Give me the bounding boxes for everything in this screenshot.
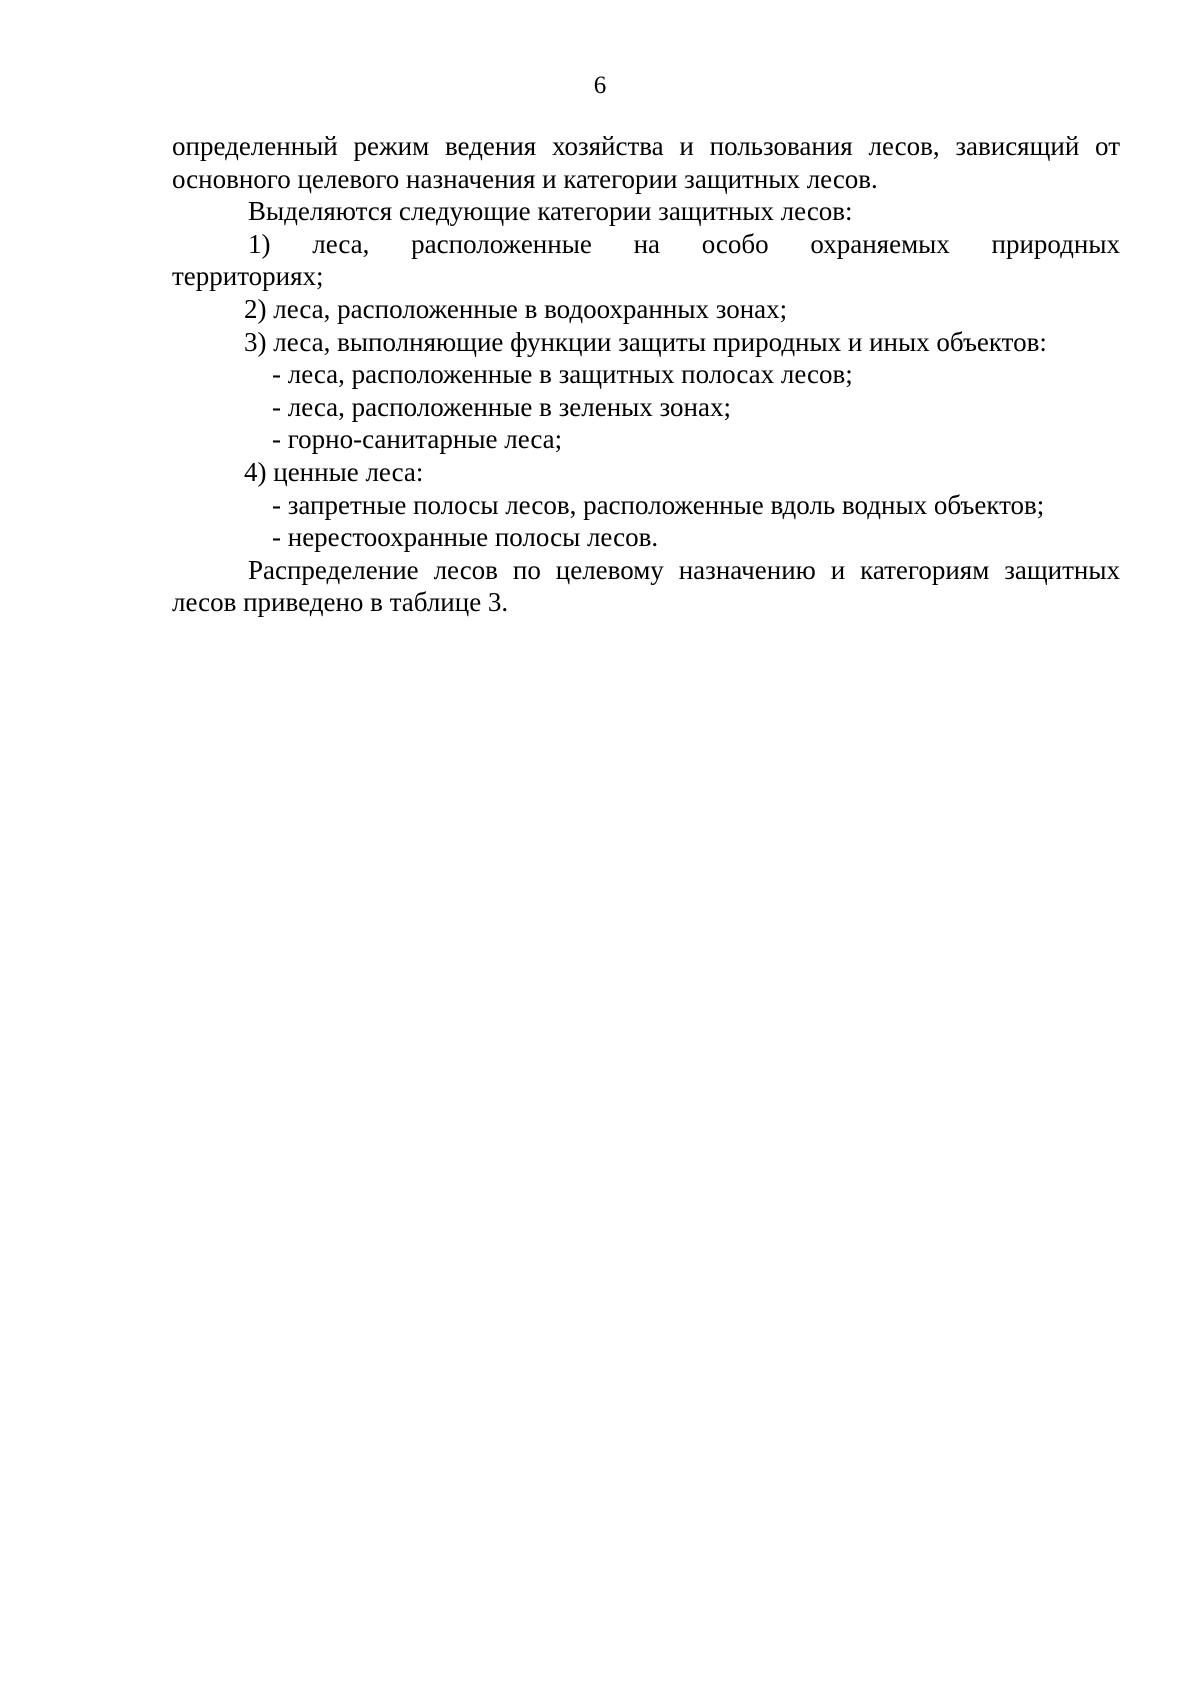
sub-list-item: - запретные полосы лесов, расположенные вдоль водных объектов; bbox=[272, 489, 1045, 520]
list-item: 2) леса, расположенные в водоохранных зонах; bbox=[244, 293, 788, 324]
list-item: 3) леса, выполняющие функции защиты природных и иных объектов: bbox=[244, 326, 1047, 357]
document-body bbox=[172, 130, 1120, 619]
list-item: 1) леса, расположенные на особо охраняемых природных bbox=[248, 228, 1120, 259]
paragraph-line: определенный режим ведения хозяйства и пользования лесов, зависящий от bbox=[172, 131, 1120, 161]
paragraph-line: Выделяются следующие категории защитных лесов: bbox=[248, 196, 853, 227]
sub-list-item: - леса, расположенные в зеленых зонах; bbox=[272, 391, 731, 422]
list-item: 4) ценные леса: bbox=[244, 456, 424, 487]
paragraph-line: лесов приведено в таблице 3. bbox=[172, 587, 509, 618]
list-item-continuation: территориях; bbox=[172, 261, 324, 292]
sub-list-item: - горно-санитарные леса; bbox=[272, 424, 563, 455]
page-number: 6 bbox=[593, 72, 607, 99]
paragraph-line: Распределение лесов по целевому назначению и категориям защитных bbox=[248, 554, 1120, 585]
paragraph-line: основного целевого назначения и категории защитных лесов. bbox=[172, 163, 878, 194]
sub-list-item: - леса, расположенные в защитных полосах лесов; bbox=[272, 359, 853, 390]
sub-list-item: - нерестоохранные полосы лесов. bbox=[272, 522, 659, 553]
